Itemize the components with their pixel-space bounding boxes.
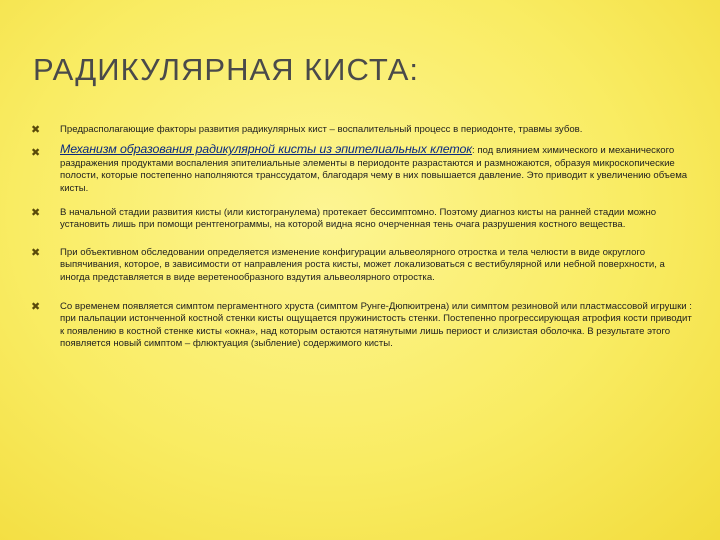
- bullet-text: Со временем появляется симптом пергаментного хруста (симптом Рунге-Дюпюитрена) или симптом резиновой или пластмассовой игрушки : при пальпации истонченной костной стенки кисты ощущается пружинистость стенки. Постепенно прогрессирующая атрофия кости приводит к появлению в костной стенке кисты «окна», над которым остаются натянутыми лишь периост и слизистая оболочка. В результате этого появляется новый симптом – флюктуация (зыбление) содержимого кисты.: [60, 301, 692, 350]
- x-mark-bullet-icon: ✖: [31, 147, 41, 160]
- bullet-item-initial-stage: [28, 207, 692, 232]
- x-mark-bullet-icon: ✖: [31, 246, 41, 259]
- bullet-item-predisposing-factors: [28, 124, 692, 136]
- bullet-text: : под влиянием химического и механического раздражения продуктами воспаления эпителиальные элементы в периодонте разрастаются и размножаются, образуя микроскопические полости, которые постепенно наполняются транссудатом, благодаря чему в них повышается давление. Это приводит к увеличению объема кисты.: [60, 145, 688, 194]
- bullet-item-objective-exam: [28, 247, 692, 284]
- bullet-text: В начальной стадии развития кисты (или кистогранулема) протекает бессимптомно. Поэтому диагноз кисты на ранней стадии можно установить лишь при помощи рентгенограммы, на которой видна ясно очерченная тень очага разрушения костного вещества.: [60, 207, 657, 231]
- slide-title: РАДИКУЛЯРНАЯ КИСТА:: [33, 52, 420, 87]
- bullet-item-symptoms: [28, 301, 692, 351]
- bullet-text: Предрасполагающие факторы развития радикулярных кист – воспалительный процесс в периодонте, травмы зубов.: [60, 124, 583, 135]
- mechanism-heading-link[interactable]: Механизм образования радикулярной кисты из эпителиальных клеток: [60, 142, 473, 157]
- bullet-text: При объективном обследовании определяется изменение конфигурации альвеолярного отростка и тела челюсти в виде округлого выпячивания, которое, в зависимости от направления роста кисты, может локализоваться с вестибулярной или небной поверхности, а иногда представляется в виде веретенообразного вздутия альвеолярного отростка.: [60, 246, 665, 283]
- bullet-list: [28, 124, 692, 351]
- x-mark-bullet-icon: ✖: [31, 301, 41, 314]
- bullet-item-mechanism: [28, 143, 692, 195]
- x-mark-bullet-icon: ✖: [31, 124, 41, 136]
- x-mark-bullet-icon: ✖: [31, 207, 41, 220]
